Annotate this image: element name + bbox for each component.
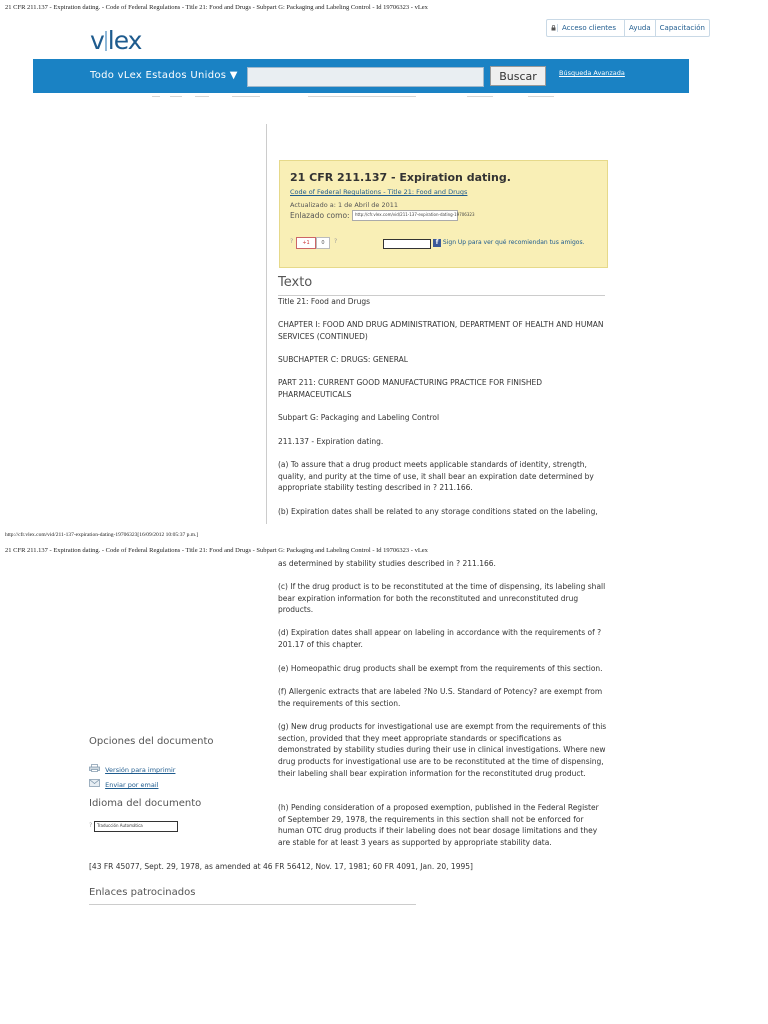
social-right-bracket: ? [334,238,338,245]
language-heading: Idioma del documento [89,798,202,809]
logo-left: v [90,26,104,55]
print-header-page2: 21 CFR 211.137 - Expiration dating. - Code of Federal Regulations - Title 21: Food and Drugs - Subpart G: Packaging and Labeling Control - Id 19706323 - vLex [5,547,428,554]
text-paragraph: CHAPTER I: FOOD AND DRUG ADMINISTRATION, DEPARTMENT OF HEALTH AND HUMAN SERVICES (CONTINUED) [278,320,604,341]
lang-bracket: ? [89,822,93,829]
fb-recommend[interactable] [433,239,584,247]
options-heading: Opciones del documento [89,736,214,747]
text-paragraph: 211.137 - Expiration dating. [278,437,384,446]
sponsored-divider [89,904,416,905]
text-paragraph: Title 21: Food and Drugs [278,297,371,306]
email-option[interactable] [89,772,158,791]
ghost-line [195,96,209,97]
envelope-icon [89,779,100,787]
plus-label: +1 [302,240,310,246]
text-paragraph: (a) To assure that a drug product meets applicable standards of identity, strength, quality, and purity at the time of use, it shall bear an expiration date determined by appropriate stability testing described in ? 211.166. [278,460,594,493]
toplink-acceso[interactable] [547,20,624,36]
text-paragraph: (b) Expiration dates shall be related to any storage conditions stated on the labeling, [278,507,598,516]
print-header: 21 CFR 211.137 - Expiration dating. - Code of Federal Regulations - Title 21: Food and Drugs - Subpart G: Packaging and Labeling Control - Id 19706323 - vLex [5,4,428,11]
print-version-link: Versión para imprimir [105,766,176,774]
search-button[interactable]: Buscar [490,66,546,86]
citation: [43 FR 45077, Sept. 29, 1978, as amended at 46 FR 56412, Nov. 17, 1981; 60 FR 4091, Jan. 20, 1995] [89,862,473,871]
search-input[interactable] [247,67,484,87]
texto-heading: Texto [278,275,313,290]
print-footer-url: http://cfr.vlex.com/vid/211-137-expiration-dating-19706323[16/09/2012 10:05:37 p.m.] [5,532,199,538]
updated-date: Actualizado a: 1 de Abril de 2011 [290,201,399,209]
linked-as-label: Enlazado como: [290,211,350,220]
vlex-logo[interactable] [90,26,141,55]
plus-count: 0 [316,237,330,249]
toplink-acceso-label: Acceso clientes [557,24,620,32]
lock-icon [551,25,556,31]
text-paragraph: (d) Expiration dates shall appear on labeling in accordance with the requirements of ? 201.17 of this chapter. [278,628,602,649]
ghost-line [467,96,493,97]
logo-right: lex [107,26,142,55]
google-plus-button[interactable] [296,237,316,249]
document-title: 21 CFR 211.137 - Expiration dating. [290,171,511,184]
ghost-line [308,96,416,97]
scope-selector[interactable]: Todo vLex Estados Unidos ▼ [90,70,238,81]
printer-icon [89,764,100,772]
logo-bar [105,31,107,51]
text-paragraph: (c) If the drug product is to be reconstituted at the time of dispensing, its labeling shall bear expiration information for both the reconstituted and unreconstituted drug products. [278,582,606,615]
breadcrumb-link[interactable]: Code of Federal Regulations - Title 21: Food and Drugs [290,188,468,196]
text-paragraph: (g) New drug products for investigational use are exempt from the requirements of this section, provided that they meet appropriate standards or specifications as demonstrated by stability studies during their use in clinical investigations. Where new drug products for investigational use are to be reconstituted at the time of dispensing, their labeling shall bear expiration information for the reconstituted drug product. [278,722,607,778]
ghost-line [152,96,160,97]
language-select[interactable]: Traducción Automática [94,821,178,832]
social-left-bracket: ? [290,238,294,245]
text-paragraph: (f) Allergenic extracts that are labeled ?No U.S. Standard of Potency? are exempt from the requirements of this section. [278,687,603,708]
email-link: Enviar por email [105,781,159,789]
toplink-capacitacion[interactable]: Capacitación [655,20,709,36]
text-paragraph: PART 211: CURRENT GOOD MANUFACTURING PRACTICE FOR FINISHED PHARMACEUTICALS [278,378,543,399]
advanced-search-link[interactable]: Búsqueda Avanzada [559,69,625,77]
sponsored-heading: Enlaces patrocinados [89,887,196,898]
ghost-line [528,96,554,97]
ghost-line [170,96,182,97]
column-divider [266,124,267,524]
fb-widget-box[interactable] [383,239,431,249]
toplink-ayuda[interactable]: Ayuda [624,20,655,36]
ghost-line [232,96,260,97]
top-links [546,19,710,37]
text-paragraph: Subpart G: Packaging and Labeling Control [278,413,440,422]
text-paragraph: (h) Pending consideration of a proposed exemption, published in the Federal Register of September 29, 1978, the requirements in this section shall not be enforced for human OTC drug products if their labeling does not bear dosage limitations and they are stable for at least 3 years as supported by appropriate stability data. [278,803,599,848]
text-paragraph: (e) Homeopathic drug products shall be exempt from the requirements of this section. [278,664,603,673]
text-paragraph: SUBCHAPTER C: DRUGS: GENERAL [278,355,408,364]
text-paragraph: as determined by stability studies described in ? 211.166. [278,559,496,568]
facebook-icon: f [433,239,441,247]
permalink-field[interactable]: http://cfr.vlex.com/vid/211-137-expiration-dating-19706323 [352,210,458,221]
fb-recommend-text: Sign Up para ver qué recomiendan tus amigos. [442,239,585,246]
